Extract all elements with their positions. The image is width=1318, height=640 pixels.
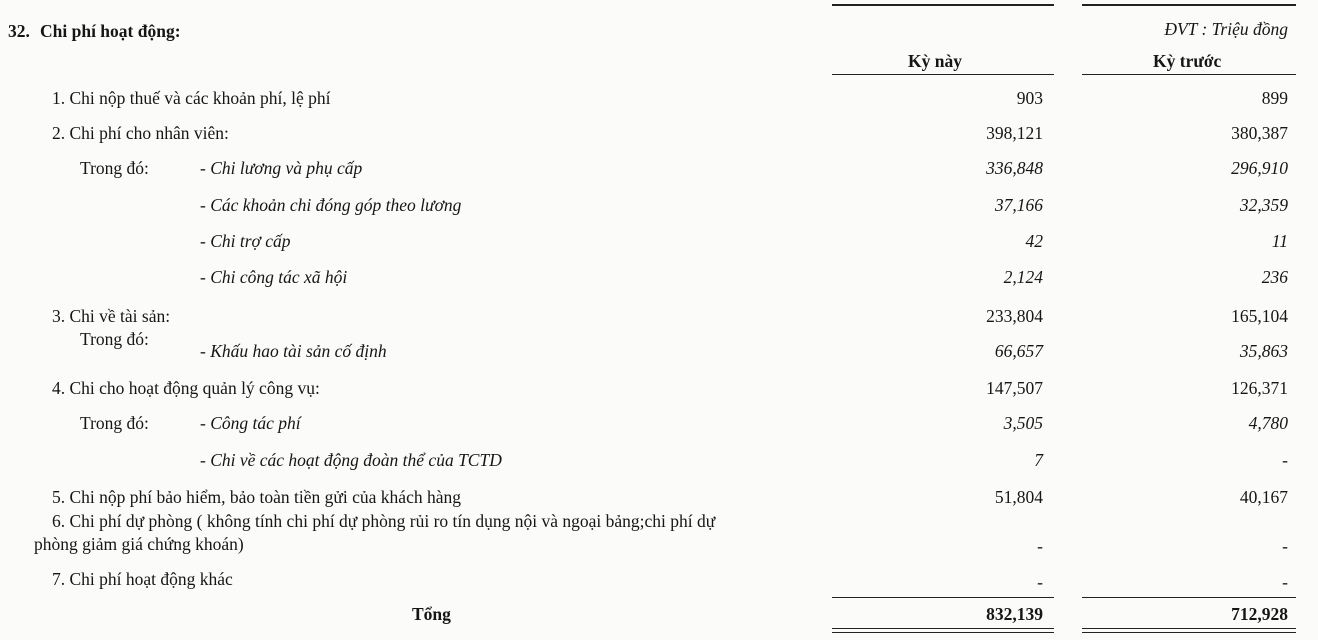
row-value-current: 3,505 — [1003, 413, 1043, 433]
total-rule-top-previous — [1082, 597, 1296, 598]
row-value-previous: 40,167 — [1239, 487, 1288, 507]
total-value-previous: 712,928 — [1231, 604, 1288, 624]
row-label: 5. Chi nộp phí bảo hiểm, bảo toàn tiền gửi của khách hàng — [52, 487, 461, 507]
row-value-previous: 126,371 — [1231, 378, 1288, 398]
row-value-previous: 296,910 — [1231, 158, 1288, 178]
total-value-current: 832,139 — [986, 604, 1043, 624]
row-label: - Chi lương và phụ cấp — [200, 158, 363, 178]
row-label: 3. Chi về tài sản: — [52, 306, 171, 326]
row-value-current: - — [1037, 536, 1043, 556]
total-rule-top-current — [832, 597, 1054, 598]
row-value-current: 7 — [1034, 450, 1043, 470]
row-value-current: 398,121 — [986, 123, 1043, 143]
column-header-underline-previous — [1082, 74, 1296, 75]
column-header-underline-current — [832, 74, 1054, 75]
row-value-current: 2,124 — [1003, 267, 1043, 287]
row-label: - Công tác phí — [200, 413, 301, 433]
header-rule-current — [832, 4, 1054, 6]
row-value-previous: - — [1282, 450, 1288, 470]
row-label-line2: phòng giảm giá chứng khoán) — [34, 534, 244, 554]
row-value-previous: 11 — [1271, 231, 1288, 251]
note-number: 32. — [8, 21, 30, 41]
note-title: Chi phí hoạt động: — [40, 21, 181, 41]
row-label: - Chi về các hoạt động đoàn thể của TCTD — [200, 450, 502, 470]
row-value-previous: - — [1282, 572, 1288, 592]
row-value-previous: 165,104 — [1231, 306, 1288, 326]
row-value-current: 336,848 — [986, 158, 1043, 178]
row-label: 7. Chi phí hoạt động khác — [52, 569, 233, 589]
row-value-current: 37,166 — [994, 195, 1043, 215]
row-value-previous: 35,863 — [1239, 341, 1288, 361]
row-label: - Chi công tác xã hội — [200, 267, 348, 287]
row-label: 1. Chi nộp thuế và các khoản phí, lệ phí — [52, 88, 331, 108]
row-value-previous: - — [1282, 536, 1288, 556]
total-double-rule-previous — [1082, 628, 1296, 629]
row-value-current: 233,804 — [986, 306, 1043, 326]
column-header-current: Kỳ này — [908, 51, 962, 71]
row-label: - Các khoản chi đóng góp theo lương — [200, 195, 462, 215]
row-label: 4. Chi cho hoạt động quản lý công vụ: — [52, 378, 320, 398]
total-double-rule-current — [832, 628, 1054, 629]
row-value-previous: 899 — [1261, 88, 1288, 108]
row-prefix: Trong đó: — [80, 158, 149, 178]
row-value-current: 66,657 — [994, 341, 1043, 361]
row-value-current: - — [1037, 572, 1043, 592]
row-value-current: 147,507 — [986, 378, 1043, 398]
row-prefix: Trong đó: — [80, 413, 149, 433]
row-value-current: 42 — [1025, 231, 1043, 251]
row-prefix: Trong đó: — [80, 329, 149, 349]
row-value-previous: 380,387 — [1231, 123, 1288, 143]
row-label: - Chi trợ cấp — [200, 231, 291, 251]
row-value-current: 51,804 — [994, 487, 1043, 507]
row-label-line1: 6. Chi phí dự phòng ( không tính chi phí dự phòng rủi ro tín dụng nội và ngoại bảng;chi phí dự — [52, 511, 716, 531]
row-label: - Khấu hao tài sản cố định — [200, 341, 387, 361]
row-value-previous: 236 — [1261, 267, 1288, 287]
row-value-previous: 32,359 — [1239, 195, 1288, 215]
unit-label: ĐVT : Triệu đồng — [1164, 19, 1288, 39]
total-double-rule-previous-2 — [1082, 632, 1296, 633]
column-header-previous: Kỳ trước — [1153, 51, 1222, 71]
row-value-previous: 4,780 — [1248, 413, 1288, 433]
row-value-current: 903 — [1016, 88, 1043, 108]
row-label: 2. Chi phí cho nhân viên: — [52, 123, 229, 143]
total-label: Tổng — [412, 604, 451, 624]
header-rule-previous — [1082, 4, 1296, 6]
total-double-rule-current-2 — [832, 632, 1054, 633]
